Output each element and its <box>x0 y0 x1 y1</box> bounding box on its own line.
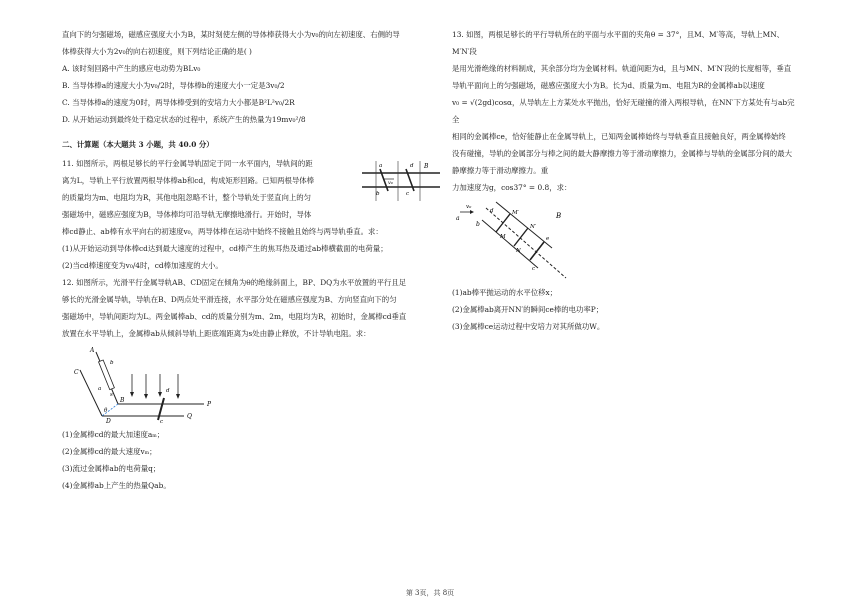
fig13-label-N-prime: N′ <box>530 224 537 230</box>
q13-figure <box>456 198 576 282</box>
fig13-label-M: M <box>500 234 506 240</box>
fig11-label-b: b <box>376 191 380 197</box>
fig12-label-A: A <box>90 347 95 354</box>
fig13-label-M-prime: M′ <box>512 210 519 216</box>
fig12-label-P: P <box>207 401 212 408</box>
q13-line-6: 没有碰撞，导轨的金属部分与棒之间的最大静摩擦力等于滑动摩擦力，金属棒与导轨的金属部分间的最大静摩擦力等于滑动摩擦力。重 <box>452 149 792 175</box>
q10-stem-line-2: 体棒获得大小为2v₀的向右初速度，则下列结论正确的是( ) <box>62 47 252 56</box>
fig13-label-a: a <box>456 215 460 222</box>
q11-part-2: (2)当cd棒速度变为v₀/4时，cd棒加速度的大小。 <box>62 261 223 270</box>
q13-line-5: 相同的金属棒ce，恰好能静止在金属导轨上，已知两金属棒始终与导轨垂直且接触良好，两金属棒始终 <box>452 132 786 141</box>
fig13-label-B: B <box>556 212 562 220</box>
fig11-label-v0: v₀ <box>388 180 393 186</box>
fig13-label-d: d <box>490 208 494 214</box>
q12-line-4: 放置在水平导轨上，金属棒ab从倾斜导轨上距底端距离为s处由静止释放，不计导轨电阻。求： <box>62 329 371 338</box>
q10-stem-line-1: 直向下的匀强磁场，磁感应强度大小为B，某时刻使左侧的导体棒获得大小为v₀的向左初速度、右侧的导 <box>62 30 400 39</box>
q12-line-3: 强磁场中，导轨间距均为L。两金属棒ab、cd的质量分别为m、2m，电阻均为R，初始时，金属棒cd垂直 <box>62 312 407 321</box>
q13 <box>452 26 798 335</box>
q11-line-4: 强磁场中，磁感应强度为B，导体棒均可沿导轨无摩擦地滑行。开始时，导体 <box>62 210 312 219</box>
q12 <box>62 274 440 494</box>
q12-part-4: (4)金属棒ab上产生的热量Qab。 <box>62 481 171 490</box>
q10-option-d: D. 从开始运动到最终处于稳定状态的过程中，系统产生的热量为19mv₀²/8 <box>62 115 306 124</box>
q12-line-1: 12. 如图所示，光滑平行金属导轨AB、CD固定在倾角为θ的绝缘斜面上，BP、DQ为水平放置的平行且足 <box>62 278 407 287</box>
fig13-label-v0: v₀ <box>466 204 472 210</box>
q13-line-1: 13. 如图，两根足够长的平行导轨所在的平面与水平面的夹角θ = 37°，且M、M′等高，导轨上MN、M′N′段 <box>452 30 785 56</box>
fig13-label-N: N <box>516 248 521 254</box>
q13-part-3: (3)金属棒ce运动过程中安培力对其所做功W。 <box>452 322 605 331</box>
fig12-label-C: C <box>74 369 79 376</box>
q10-option-b: B. 当导体棒a的速度大小为v₀/2时，导体棒b的速度大小一定是3v₀/2 <box>62 81 285 90</box>
q13-line-3: 导轨平面向上的匀强磁场，磁感应强度大小为B。长为d、质量为m、电阻为R的金属棒ab以速度 <box>452 81 765 90</box>
fig12-label-a: a <box>98 386 102 392</box>
q10-option-a: A. 该时刻回路中产生的感应电动势为BLv₀ <box>62 64 201 73</box>
q13-part-1: (1)ab棒平抛运动的水平位移x； <box>452 288 558 297</box>
q12-part-2: (2)金属棒cd的最大速度vₘ； <box>62 447 157 456</box>
fig12-label-theta: θ <box>104 408 108 414</box>
right-column <box>452 26 798 335</box>
fig13-label-c: c <box>532 266 536 272</box>
q13-line-7: 力加速度为g，cos37° = 0.8，求： <box>452 183 572 192</box>
q12-part-1: (1)金属棒cd的最大加速度aₘ； <box>62 430 165 439</box>
q13-part-2: (2)金属棒ab离开NN′的瞬间ce棒的电功率P； <box>452 305 604 314</box>
fig13-label-e: e <box>546 236 550 242</box>
q12-part-3: (3)流过金属棒ab的电荷量q； <box>62 464 161 473</box>
fig11-label-B: B <box>424 163 429 170</box>
fig12-label-d: d <box>166 388 170 394</box>
q13-line-4: v₀ = √(2gd)cosα，从导轨左上方某处水平抛出，恰好无碰撞的滑入两根导轨，在NN′下方某处有与ab完全 <box>452 98 795 124</box>
q11-line-3: 的质量均为m、电阻均为R，其他电阻忽略不计，整个导轨处于竖直向上的匀 <box>62 193 312 202</box>
q11-line-1: 11. 如图所示，两根足够长的平行金属导轨固定于同一水平面内，导轨间的距 <box>62 159 313 168</box>
section-title: 二、计算题（本大题共 3 小题，共 40.0 分） <box>62 140 214 149</box>
q12-line-2: 够长的光滑金属导轨，导轨在B、D两点处平滑连接，水平部分处在磁感应强度为B、方向竖直向下的匀 <box>62 295 397 304</box>
fig12-label-c: c <box>160 419 164 424</box>
fig13-label-b: b <box>476 221 480 228</box>
fig12-label-s: s <box>110 392 113 398</box>
q10-option-c: C. 当导体棒a的速度为0时，两导体棒受到的安培力大小都是B²L²v₀/2R <box>62 98 295 107</box>
fig11-label-a: a <box>379 163 383 169</box>
fig12-label-b: b <box>110 360 114 366</box>
q12-figure <box>74 344 224 424</box>
page-footer: 第 3页，共 8页 <box>405 589 455 597</box>
q13-line-2: 是用光滑绝缘的材料制成，其余部分均为金属材料。轨道间距为d，且与MN、M′N′段的长度相等，垂直 <box>452 64 792 73</box>
q11-part-1: (1)从开始运动到导体棒cd达到最大速度的过程中，cd棒产生的焦耳热及通过ab棒横截面的电荷量； <box>62 244 388 253</box>
fig12-label-D: D <box>106 418 111 424</box>
q11-line-5: 棒cd静止、ab棒有水平向右的初速度v₀，两导体棒在运动中始终不接触且始终与两导轨垂直。求： <box>62 227 383 236</box>
q11-figure <box>362 157 440 205</box>
fig12-label-Q: Q <box>187 413 192 420</box>
fig12-label-B: B <box>120 397 125 404</box>
q11-line-2: 离为L，导轨上平行放置两根导体棒ab和cd，构成矩形回路。已知两根导体棒 <box>62 176 315 185</box>
q11 <box>62 155 440 274</box>
left-column <box>62 26 440 494</box>
fig11-label-c: c <box>406 191 410 197</box>
fig11-label-d: d <box>410 163 414 169</box>
